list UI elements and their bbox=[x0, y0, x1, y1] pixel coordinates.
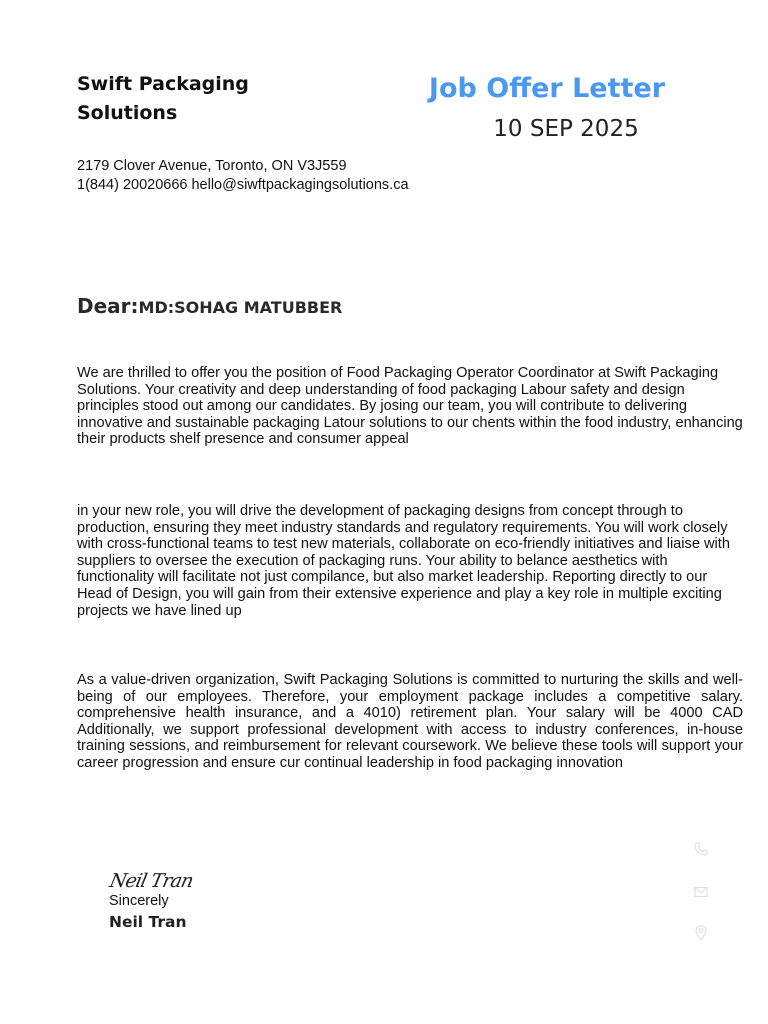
letter-date: 10 SEP 2025 bbox=[493, 116, 639, 142]
body-paragraph-3: As a value-driven organization, Swift Packaging Solutions is committed to nurturing the skills and well-being of our employees. Therefore, your employment package includes a competitive salary. comprehensive health insurance, and a 4010) retirement plan. Your salary will be 4000 CAD Additionally, we support professional development with access to industry conferences, in-house training sessions, and reimbursement for relevant coursework. We believe these tools will support your career progression and ensure cur continual leadership in food packaging innovation bbox=[77, 672, 743, 771]
handwritten-signature: Neil Tran bbox=[107, 870, 195, 892]
location-icon bbox=[692, 925, 710, 943]
company-address: 2179 Clover Avenue, Toronto, ON V3J559 bbox=[77, 158, 347, 174]
phone-icon bbox=[692, 842, 710, 860]
recipient-name: MD:SOHAG MATUBBER bbox=[138, 298, 343, 317]
body-paragraph-2: in your new role, you will drive the development of packaging designs from concept through to production, ensuring they meet industry standards and regulatory requirements. You will work closely with cross-functional teams to test new materials, collaborate on eco-friendly initiatives and liaise with suppliers to oversee the execution of packaging runs. Your ability to belance aesthetics with functionality will facilitate not just compilance, but also market leadership. Reporting directly to our Head of Design, you will gain from their extensive experience and play a key role in multiple exciting projects we have lined up bbox=[77, 503, 730, 619]
salutation-dear: Dear: bbox=[77, 294, 139, 318]
company-name: Swift Packaging Solutions bbox=[77, 73, 249, 124]
salutation bbox=[77, 294, 342, 318]
signer-name: Neil Tran bbox=[109, 913, 187, 931]
mail-icon bbox=[692, 884, 710, 902]
company-contact: 1(844) 20020666 hello@siwftpackagingsolutions.ca bbox=[77, 177, 409, 193]
closing: Sincerely bbox=[109, 893, 169, 909]
body-paragraph-1: We are thrilled to offer you the position of Food Packaging Operator Coordinator at Swift Packaging Solutions. Your creativity and deep understanding of food packaging Labour safety and design principles stood out among our candidates. By josing our team, you will contribute to delivering innovative and sustainable packaging Latour solutions to our chents within the food industry, enhancing their products shelf presence and consumer appeal bbox=[77, 365, 743, 448]
letter-title: Job Offer Letter bbox=[428, 73, 666, 104]
